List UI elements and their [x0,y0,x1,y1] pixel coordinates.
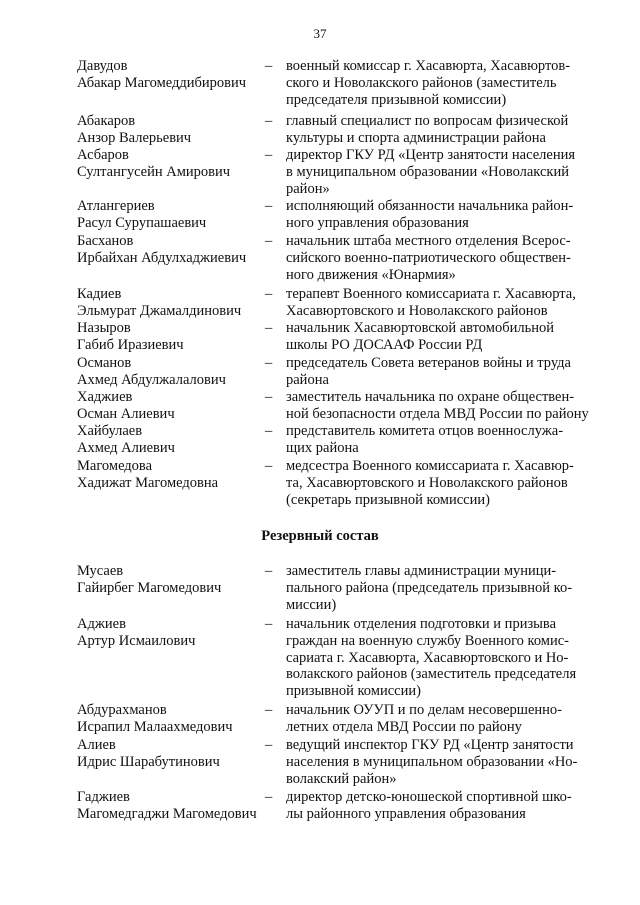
dash: – [265,233,273,249]
dash: – [265,423,273,439]
member-role: директор ГКУ РД «Центр занятости населения в муниципальном образовании «Новолакский район» [286,147,576,197]
dash: – [265,563,273,579]
member-role: заместитель начальника по охране обществен- ной безопасности отдела МВД России по району [286,389,589,422]
member-role: заместитель главы администрации муници- пального района (председатель призывной ко- миссии) [286,563,573,613]
member-role: военный комиссар г. Хасавюрта, Хасавюртов- ского и Новолакского районов (заместитель председателя призывной комиссии) [286,58,571,108]
member-name: Хайбулаев Ахмед Алиевич [77,423,175,456]
member-name: Абдурахманов Исрапил Малаахмедович [77,702,233,735]
member-role: терапевт Военного комиссариата г. Хасавюрта, Хасавюртовского и Новолакского районов [286,286,576,319]
dash: – [265,147,273,163]
member-name: Басханов Ирбайхан Абдулхаджиевич [77,233,247,266]
dash: – [265,58,273,74]
dash: – [265,737,273,753]
member-name: Магомедова Хадижат Магомедовна [77,458,219,491]
dash: – [265,789,273,805]
reserve-heading: Резервный состав [261,528,379,544]
dash: – [265,355,273,371]
member-role: ведущий инспектор ГКУ РД «Центр занятости населения в муниципальном образовании «Но- волакский район» [286,737,578,787]
member-name: Асбаров Султангусейн Амирович [77,147,231,180]
member-name: Атлангериев Расул Сурупашаевич [77,198,207,231]
member-name: Абакаров Анзор Валерьевич [77,113,192,146]
dash: – [265,616,273,632]
member-role: начальник штаба местного отделения Всерос- сийского военно-патриотического обществен- ного движения «Юнармия» [286,233,571,283]
member-name: Назыров Габиб Иразиевич [77,320,184,353]
member-role: начальник отделения подготовки и призыва граждан на военную службу Военного комис- сариата г. Хасавюрта, Хасавюртовского и Но- волакского районов (заместитель председателя призывной комиссии) [286,616,577,700]
member-role: начальник Хасавюртовской автомобильной школы РО ДОСААФ России РД [286,320,554,353]
dash: – [265,113,273,129]
member-name: Давудов Абакар Магомеддибирович [77,58,247,91]
dash: – [265,702,273,718]
dash: – [265,320,273,336]
dash: – [265,458,273,474]
member-role: представитель комитета отцов военнослужа- щих района [286,423,564,456]
page-number: 37 [313,26,327,41]
member-role: директор детско-юношеской спортивной шко- лы районного управления образования [286,789,572,822]
dash: – [265,389,273,405]
dash: – [265,286,273,302]
member-name: Гаджиев Магомедгаджи Магомедович [77,789,257,822]
member-name: Мусаев Гайирбег Магомедович [77,563,222,596]
member-role: исполняющий обязанности начальника район- ного управления образования [286,198,574,231]
member-name: Кадиев Эльмурат Джамалдинович [77,286,242,319]
member-name: Хаджиев Осман Алиевич [77,389,175,422]
member-name: Аджиев Артур Исмаилович [77,616,196,649]
member-role: председатель Совета ветеранов войны и труда района [286,355,571,388]
member-role: начальник ОУУП и по делам несовершенно- летних отдела МВД России по району [286,702,562,735]
member-name: Алиев Идрис Шарабутинович [77,737,220,770]
dash: – [265,198,273,214]
member-role: главный специалист по вопросам физической культуры и спорта администрации района [286,113,569,146]
member-name: Османов Ахмед Абдулжалалович [77,355,226,388]
member-role: медсестра Военного комиссариата г. Хасавюр- та, Хасавюртовского и Новолакского районов (секретарь призывной комиссии) [286,458,574,508]
